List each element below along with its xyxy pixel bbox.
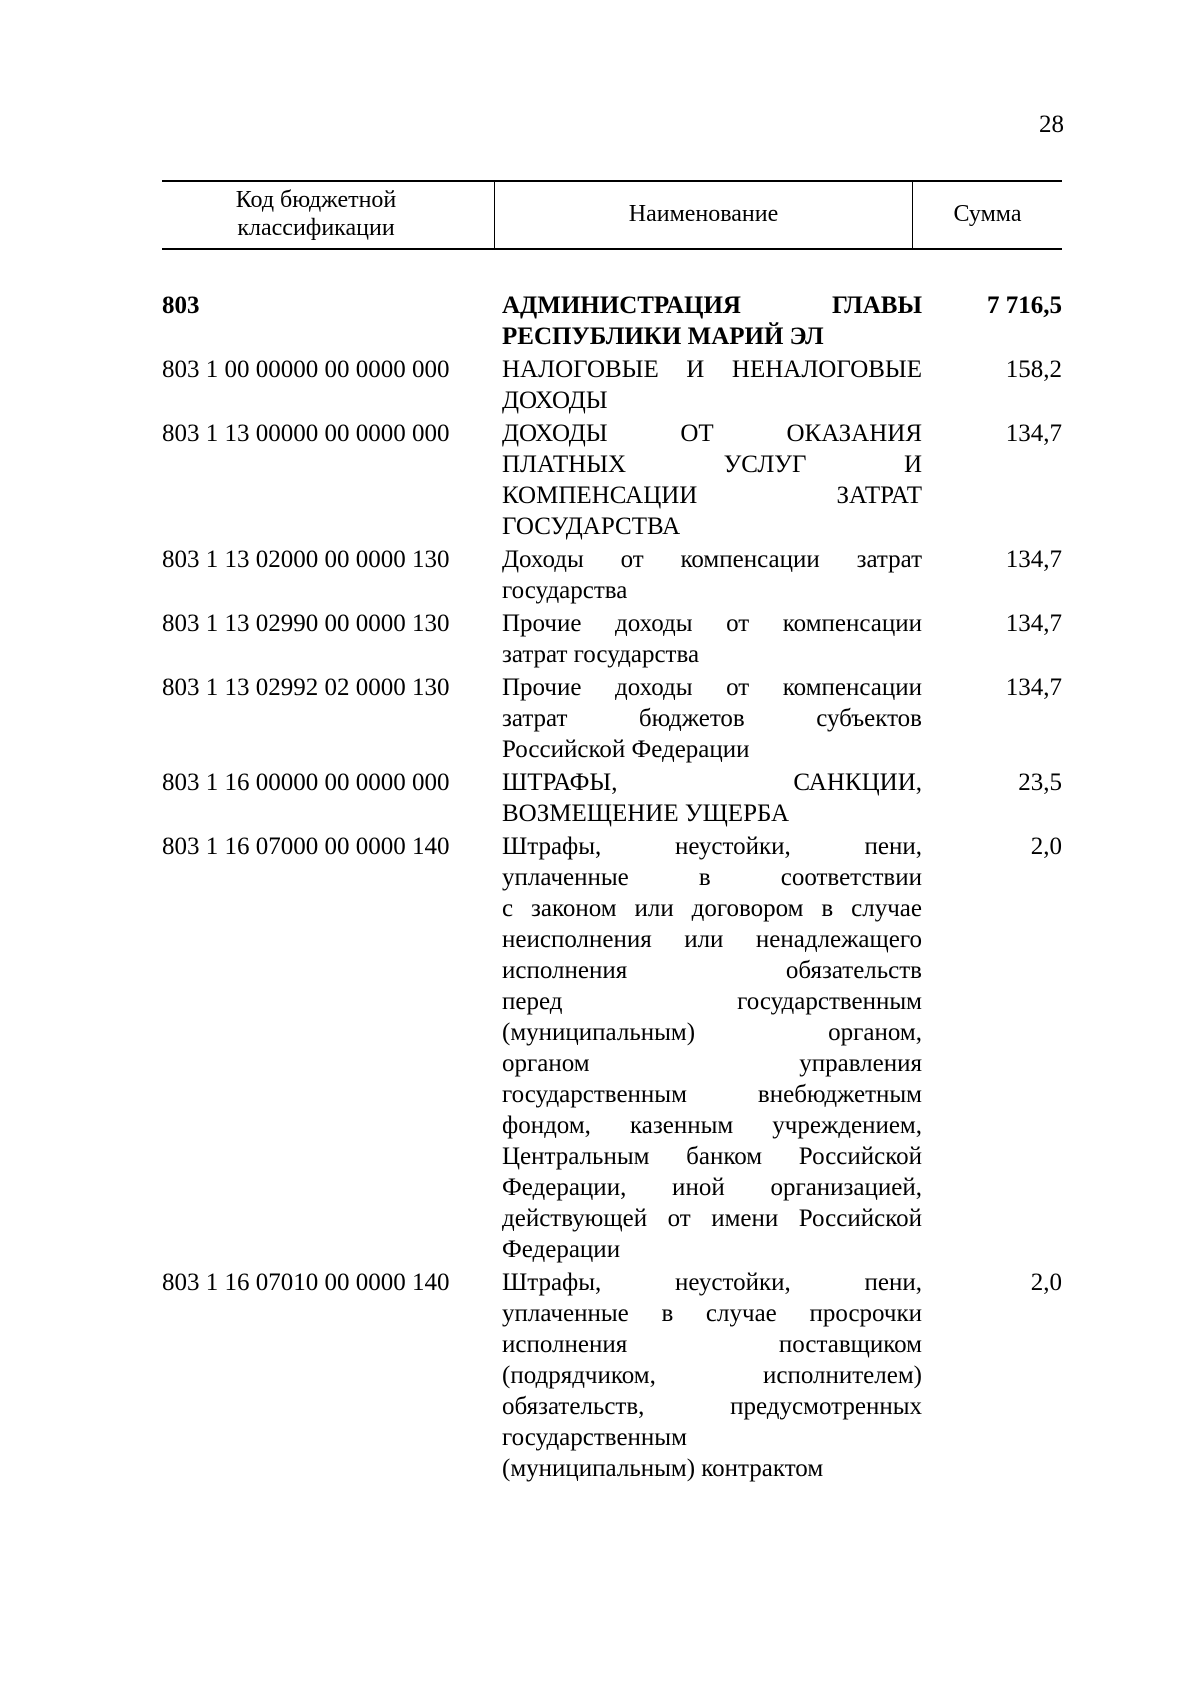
row-name-line: государственным	[502, 1424, 687, 1451]
row-name	[502, 290, 922, 352]
row-name-line: фондом, казенным учреждением,	[502, 1112, 922, 1139]
row-code: 803 1 13 02990 00 0000 130	[162, 610, 450, 637]
row-name	[502, 767, 922, 829]
row-sum: 134,7	[1005, 546, 1062, 573]
header-name: Наименование	[494, 182, 913, 248]
row-name-line: Штрафы, неустойки, пени,	[502, 833, 922, 860]
row-name-line: уплаченные в случае просрочки	[502, 1300, 922, 1327]
row-name-line: исполнения обязательств	[502, 957, 922, 984]
row-name-line: действующей от имени Российской	[502, 1205, 922, 1232]
row-name-line: КОМПЕНСАЦИИ ЗАТРАТ	[502, 482, 922, 509]
row-name-line: органом управления	[502, 1050, 922, 1077]
table-row	[162, 354, 1062, 416]
table-row	[162, 672, 1062, 765]
table-row	[162, 767, 1062, 829]
header-sum: Сумма	[953, 201, 1022, 228]
table-row	[162, 831, 1062, 1265]
header-code: Код бюджетной классификации	[235, 187, 397, 241]
row-name-line: государственным внебюджетным	[502, 1081, 922, 1108]
row-code: 803 1 16 00000 00 0000 000	[162, 769, 450, 796]
row-name-line: обязательств, предусмотренных	[502, 1393, 922, 1420]
row-name-line: РЕСПУБЛИКИ МАРИЙ ЭЛ	[502, 323, 824, 350]
row-sum: 158,2	[1005, 356, 1062, 383]
row-sum: 2,0	[1030, 833, 1062, 860]
table-header	[162, 180, 1062, 250]
row-name-line: ГОСУДАРСТВА	[502, 513, 681, 540]
row-name-line: Штрафы, неустойки, пени,	[502, 1269, 922, 1296]
row-sum: 134,7	[1005, 674, 1062, 701]
row-name-line: Федерации, иной организацией,	[502, 1174, 922, 1201]
row-name-line: государства	[502, 577, 628, 604]
row-name	[502, 1267, 922, 1484]
row-code: 803 1 16 07010 00 0000 140	[162, 1269, 450, 1296]
row-name-line: с законом или договором в случае	[502, 895, 922, 922]
row-name-line: (подрядчиком, исполнителем)	[502, 1362, 922, 1389]
table-row	[162, 1267, 1062, 1484]
table-row	[162, 290, 1062, 352]
row-name-line: затрат государства	[502, 641, 700, 668]
row-name-line: Прочие доходы от компенсации	[502, 610, 922, 637]
row-name	[502, 672, 922, 765]
row-name-line: (муниципальным) контрактом	[502, 1455, 824, 1482]
row-name-line: ДОХОДЫ	[502, 387, 608, 414]
row-name-line: (муниципальным) органом,	[502, 1019, 922, 1046]
row-name-line: уплаченные в соответствии	[502, 864, 922, 891]
row-sum: 7 716,5	[987, 292, 1062, 319]
row-name-line: затрат бюджетов субъектов	[502, 705, 922, 732]
row-name-line: Прочие доходы от компенсации	[502, 674, 922, 701]
row-name-line: исполнения поставщиком	[502, 1331, 922, 1358]
table-row	[162, 544, 1062, 606]
row-name	[502, 354, 922, 416]
row-name-line: ДОХОДЫ ОТ ОКАЗАНИЯ	[502, 420, 922, 447]
row-code: 803	[162, 292, 200, 319]
table-body	[162, 290, 1062, 1486]
row-name	[502, 418, 922, 542]
row-name	[502, 608, 922, 670]
row-sum: 134,7	[1005, 420, 1062, 447]
row-code: 803 1 00 00000 00 0000 000	[162, 356, 450, 383]
row-sum: 23,5	[1018, 769, 1062, 796]
row-name-line: АДМИНИСТРАЦИЯ ГЛАВЫ	[502, 292, 922, 319]
row-name-line: перед государственным	[502, 988, 922, 1015]
row-sum: 134,7	[1005, 610, 1062, 637]
row-name-line: Доходы от компенсации затрат	[502, 546, 922, 573]
row-name-line: Российской Федерации	[502, 736, 750, 763]
row-name-line: НАЛОГОВЫЕ И НЕНАЛОГОВЫЕ	[502, 356, 922, 383]
row-name-line: Центральным банком Российской	[502, 1143, 922, 1170]
row-code: 803 1 16 07000 00 0000 140	[162, 833, 450, 860]
page-number: 28	[1039, 111, 1064, 138]
row-name-line: ПЛАТНЫХ УСЛУГ И	[502, 451, 922, 478]
row-name	[502, 831, 922, 1265]
row-code: 803 1 13 02000 00 0000 130	[162, 546, 450, 573]
row-name	[502, 544, 922, 606]
row-sum: 2,0	[1030, 1269, 1062, 1296]
row-code: 803 1 13 00000 00 0000 000	[162, 420, 450, 447]
row-name-line: Федерации	[502, 1236, 621, 1263]
row-name-line: ШТРАФЫ, САНКЦИИ,	[502, 769, 922, 796]
row-code: 803 1 13 02992 02 0000 130	[162, 674, 450, 701]
table-row	[162, 418, 1062, 542]
row-name-line: неисполнения или ненадлежащего	[502, 926, 922, 953]
table-row	[162, 608, 1062, 670]
row-name-line: ВОЗМЕЩЕНИЕ УЩЕРБА	[502, 800, 790, 827]
